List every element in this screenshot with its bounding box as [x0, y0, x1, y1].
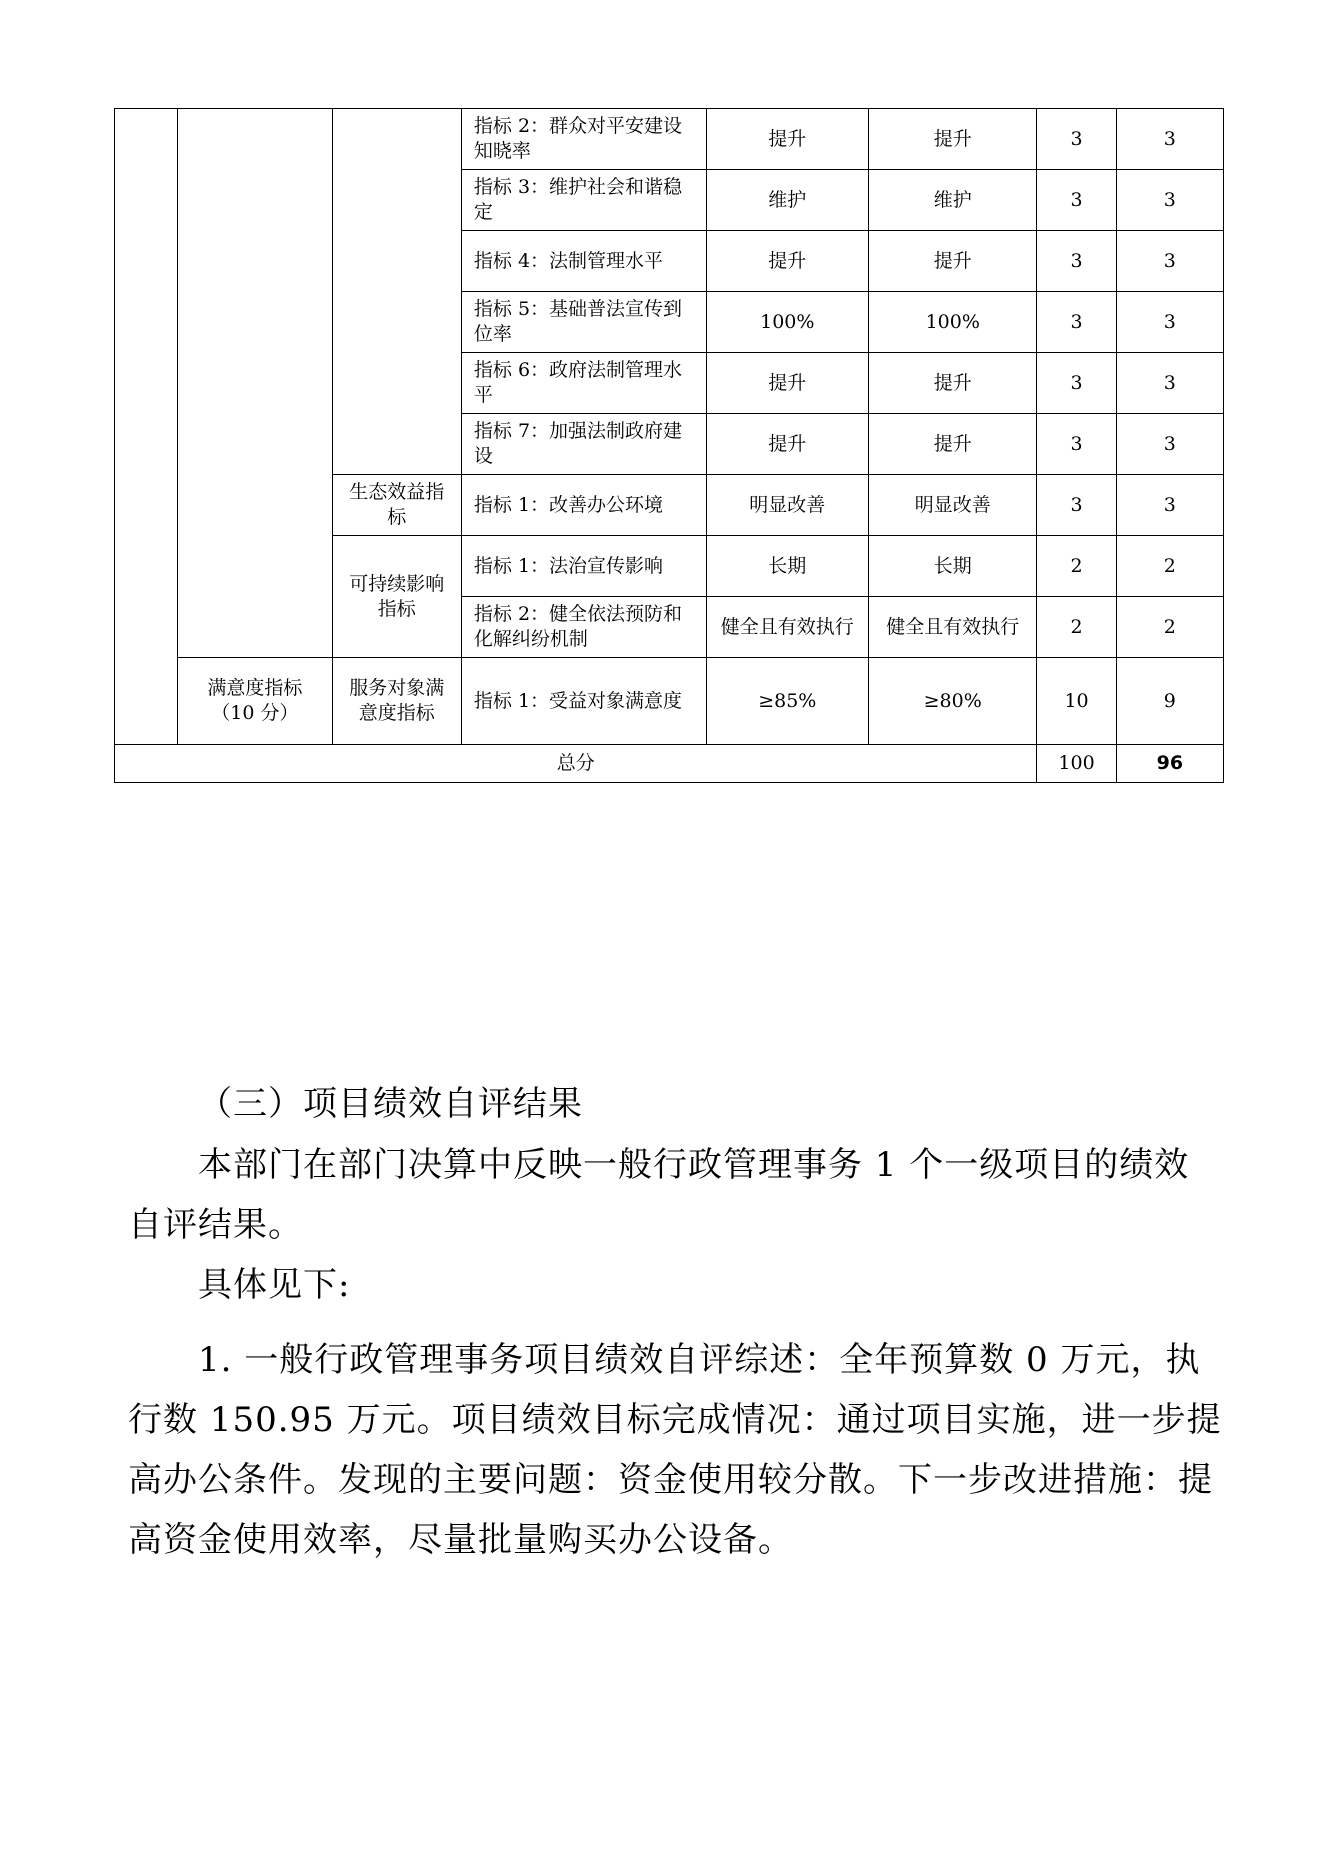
score-cell: 3: [1116, 170, 1223, 231]
actual-cell: 健全且有效执行: [869, 597, 1037, 658]
weight-cell: 2: [1037, 536, 1116, 597]
target-cell: 100%: [706, 292, 868, 353]
target-cell: 长期: [706, 536, 868, 597]
actual-cell: 维护: [869, 170, 1037, 231]
total-score: 96: [1116, 745, 1223, 783]
weight-cell: 3: [1037, 475, 1116, 536]
weight-cell: 3: [1037, 353, 1116, 414]
score-cell: 3: [1116, 353, 1223, 414]
weight-cell: 3: [1037, 170, 1116, 231]
score-cell: 2: [1116, 536, 1223, 597]
paragraph-details: [128, 1255, 1223, 1315]
actual-cell: 100%: [869, 292, 1037, 353]
indicator-cell: 指标 5：基础普法宣传到位率: [461, 292, 706, 353]
actual-cell: 长期: [869, 536, 1037, 597]
actual-cell: 提升: [869, 231, 1037, 292]
level1-category-cell: [115, 109, 178, 745]
eco-category-cell: 生态效益指标: [332, 475, 461, 536]
indicator-cell: 指标 2：健全依法预防和化解纠纷机制: [461, 597, 706, 658]
indicator-cell: 指标 1：受益对象满意度: [461, 658, 706, 745]
target-cell: 提升: [706, 414, 868, 475]
table-row: [115, 658, 1224, 745]
actual-cell: ≥80%: [869, 658, 1037, 745]
paragraph-text: 1. 一般行政管理事务项目绩效自评综述：全年预算数 0 万元，执行数 150.95 万元。项目绩效目标完成情况：通过项目实施，进一步提高办公条件。发现的主要问题：资金使用较分散。下一步改进措施：提高资金使用效率，尽量批量购买办公设备。: [128, 1340, 1222, 1560]
score-cell: 9: [1116, 658, 1223, 745]
weight-cell: 3: [1037, 414, 1116, 475]
target-cell: 提升: [706, 353, 868, 414]
sustain-category-cell: 可持续影响指标: [332, 536, 461, 658]
weight-cell: 3: [1037, 109, 1116, 170]
indicator-cell: 指标 7：加强法制政府建设: [461, 414, 706, 475]
indicator-cell: 指标 1：法治宣传影响: [461, 536, 706, 597]
weight-cell: 3: [1037, 292, 1116, 353]
paragraph-summary: [128, 1135, 1223, 1255]
score-cell: 2: [1116, 597, 1223, 658]
score-cell: 3: [1116, 231, 1223, 292]
satisfaction-category-cell: 满意度指标（10 分）: [178, 658, 332, 745]
total-weight: 100: [1037, 745, 1116, 783]
actual-cell: 提升: [869, 109, 1037, 170]
service-category-cell: 服务对象满意度指标: [332, 658, 461, 745]
level3-category-cell: [332, 109, 461, 475]
weight-cell: 2: [1037, 597, 1116, 658]
target-cell: 提升: [706, 109, 868, 170]
target-cell: 提升: [706, 231, 868, 292]
indicator-cell: 指标 1：改善办公环境: [461, 475, 706, 536]
score-cell: 3: [1116, 292, 1223, 353]
total-row: [115, 745, 1224, 783]
indicator-cell: 指标 3：维护社会和谐稳定: [461, 170, 706, 231]
total-label: 总分: [115, 745, 1037, 783]
target-cell: 健全且有效执行: [706, 597, 868, 658]
score-cell: 3: [1116, 414, 1223, 475]
weight-cell: 10: [1037, 658, 1116, 745]
actual-cell: 提升: [869, 414, 1037, 475]
actual-cell: 明显改善: [869, 475, 1037, 536]
target-cell: 明显改善: [706, 475, 868, 536]
weight-cell: 3: [1037, 231, 1116, 292]
score-cell: 3: [1116, 109, 1223, 170]
target-cell: 维护: [706, 170, 868, 231]
score-cell: 3: [1116, 475, 1223, 536]
paragraph-project-review: [128, 1330, 1223, 1570]
performance-table: [114, 108, 1224, 783]
indicator-cell: 指标 2：群众对平安建设知晓率: [461, 109, 706, 170]
target-cell: ≥85%: [706, 658, 868, 745]
paragraph-text: 本部门在部门决算中反映一般行政管理事务 1 个一级项目的绩效自评结果。: [128, 1145, 1190, 1245]
section-heading: （三）项目绩效自评结果: [198, 1084, 583, 1124]
indicator-cell: 指标 4：法制管理水平: [461, 231, 706, 292]
table-row: [115, 109, 1224, 170]
indicator-cell: 指标 6：政府法制管理水平: [461, 353, 706, 414]
level2-category-cell: [178, 109, 332, 658]
paragraph-text: 具体见下:: [198, 1265, 351, 1305]
actual-cell: 提升: [869, 353, 1037, 414]
